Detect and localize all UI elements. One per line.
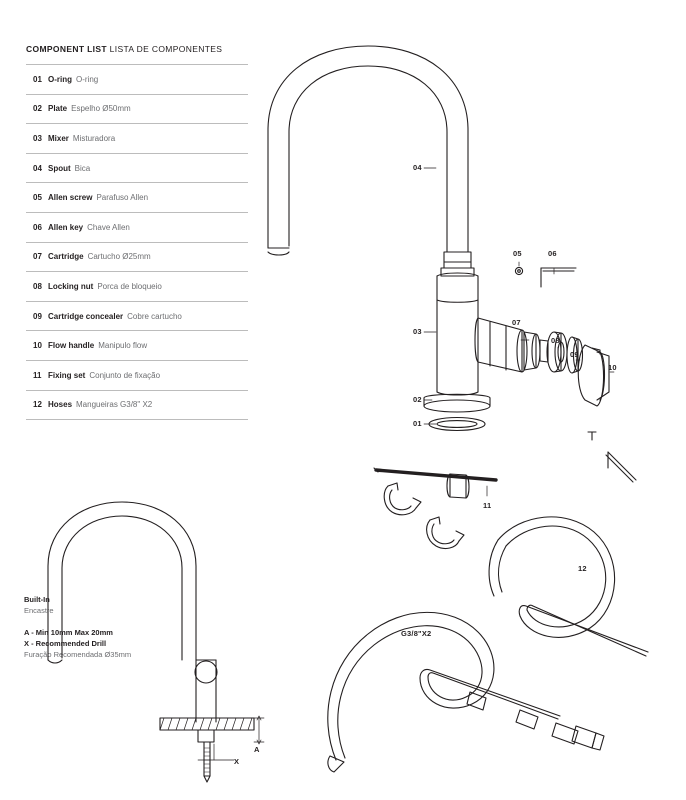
installation-title-en: Built-In xyxy=(24,595,50,604)
cartridge-drawing xyxy=(524,332,548,370)
installation-drill-note-en: X - Recommended Drill xyxy=(24,638,107,648)
leader-lines xyxy=(424,168,614,496)
list-item-label-en: Mixer xyxy=(48,133,69,143)
callout-allen-screw: 05 xyxy=(513,249,522,258)
spout-drawing xyxy=(268,46,468,255)
dimension-label-x: X xyxy=(234,757,240,766)
callout-fixing-set: 11 xyxy=(483,501,492,510)
list-item-label-pt: O-ring xyxy=(76,74,99,84)
list-item-label-en: Hoses xyxy=(48,400,73,410)
list-item-label-pt: Cobre cartucho xyxy=(127,311,182,321)
list-item-number: 06 xyxy=(33,222,42,232)
hose-size-label: G3/8"X2 xyxy=(401,629,432,638)
list-item-number: 02 xyxy=(33,104,42,114)
allen-screw-drawing xyxy=(515,267,522,274)
list-item-label-pt: Parafuso Allen xyxy=(96,193,149,203)
list-item-label-pt: Cartucho Ø25mm xyxy=(87,252,151,262)
list-item-number: 08 xyxy=(33,281,42,291)
list-item xyxy=(26,182,248,212)
list-item-label-en: Allen screw xyxy=(48,193,93,203)
list-item-number: 01 xyxy=(33,74,42,84)
flow-handle-drawing xyxy=(578,345,609,406)
list-item-label-pt: Espelho Ø50mm xyxy=(71,104,131,114)
list-item-label-pt: Conjunto de fixação xyxy=(89,370,161,380)
list-item-label-pt: Porca de bloqueio xyxy=(97,281,162,291)
list-item-number: 12 xyxy=(33,400,42,410)
list-item-number: 11 xyxy=(33,370,42,380)
list-item-label-pt: Mangueiras G3/8" X2 xyxy=(76,400,153,410)
list-item xyxy=(26,64,248,94)
dimension-label-a: A xyxy=(254,745,260,754)
component-list xyxy=(26,44,248,420)
list-item xyxy=(26,330,248,360)
list-item-number: 09 xyxy=(33,311,42,321)
list-item xyxy=(26,390,248,421)
list-item xyxy=(26,360,248,390)
list-item-label-pt: Manipulo flow xyxy=(98,341,148,351)
handle-allen-key-drawing xyxy=(588,432,636,482)
list-item-number: 10 xyxy=(33,341,42,351)
callout-plate: 02 xyxy=(413,395,422,404)
callout-concealer: 09 xyxy=(570,350,579,359)
callout-cartridge: 07 xyxy=(512,318,521,327)
component-list-title-en: COMPONENT LIST xyxy=(26,44,107,54)
callout-handle: 10 xyxy=(608,363,617,372)
list-item-label-en: Plate xyxy=(48,104,68,114)
component-list-title-pt: LISTA DE COMPONENTES xyxy=(109,44,223,54)
list-item-label-en: Flow handle xyxy=(48,341,95,351)
list-item-label-pt: Bica xyxy=(74,163,91,173)
list-item xyxy=(26,153,248,183)
allen-key-drawing xyxy=(541,268,576,287)
list-item-label-en: Cartridge concealer xyxy=(48,311,124,321)
list-item-number: 07 xyxy=(33,252,42,262)
fixing-set-drawing xyxy=(374,468,496,548)
list-item-label-en: Spout xyxy=(48,163,71,173)
callout-locking-nut: 08 xyxy=(551,336,560,345)
list-item-number: 03 xyxy=(33,133,42,143)
list-item-label-pt: Chave Allen xyxy=(87,222,130,232)
plate-drawing xyxy=(424,394,490,430)
list-item-label-en: Fixing set xyxy=(48,370,86,380)
callout-hoses: 12 xyxy=(578,564,587,573)
callout-allen-key: 06 xyxy=(548,249,557,258)
list-item-number: 04 xyxy=(33,163,42,173)
list-item xyxy=(26,212,248,242)
callout-spout: 04 xyxy=(413,163,422,172)
list-item xyxy=(26,123,248,153)
list-item-label-pt: Misturadora xyxy=(72,133,116,143)
list-item xyxy=(26,301,248,331)
installation-title-pt: Encastre xyxy=(24,605,54,615)
list-item-number: 05 xyxy=(33,193,42,203)
list-item-label-en: Locking nut xyxy=(48,281,94,291)
component-list-title xyxy=(26,44,248,54)
hoses-drawing xyxy=(328,517,648,772)
list-item-label-en: O-ring xyxy=(48,74,72,84)
list-item xyxy=(26,242,248,272)
list-item xyxy=(26,94,248,124)
installation-dim-a-note: A - Min 10mm Max 20mm xyxy=(24,627,113,637)
installation-drill-note-pt: Furação Recomendada Ø35mm xyxy=(24,649,132,659)
list-item-label-en: Cartridge xyxy=(48,252,84,262)
callout-mixer: 03 xyxy=(413,327,422,336)
installation-notes xyxy=(24,595,214,660)
list-item-label-en: Allen key xyxy=(48,222,84,232)
callout-oring: 01 xyxy=(413,419,422,428)
list-item xyxy=(26,271,248,301)
